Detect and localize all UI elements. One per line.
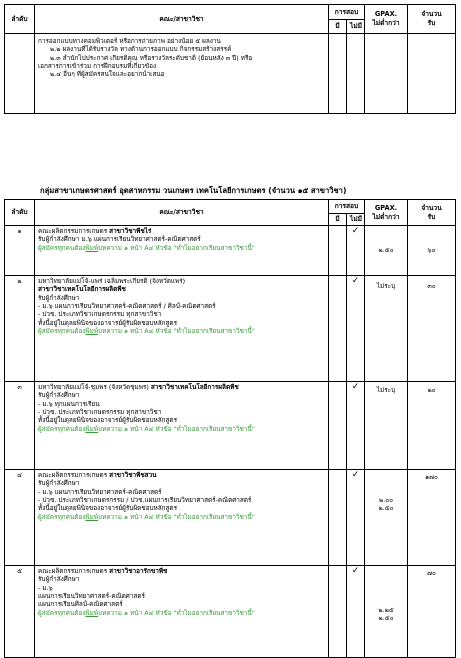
row-quota: ๖๐ <box>408 226 456 276</box>
major-name: สาขาวิชาพืชสวน <box>109 471 157 479</box>
row-number: ๔ <box>5 470 35 566</box>
row-quota: ๑๗๐ <box>408 470 456 566</box>
row-gpax: ไม่ระบุ <box>365 276 408 382</box>
table-row <box>5 382 456 470</box>
table-row <box>5 226 456 276</box>
row-faculty: มหาวิทยาลัยแม่โจ้-แพร่ เฉลิมพระเกียรติ (จังหวัดแพร่) สาขาวิชาเทคโนโลยีการผลิตพืช รับผู้กำลังศึกษา - ม.๖ แผนการเรียนวิทยาศาสตร์-คณิตศาสตร์ / ศิลป์-คณิตศาสตร์ - ปวช. ประเภทวิชาเกษตรกรรม ทุกสาขาวิชา ทั้งนี้อยู่ในดุลยพินิจของอาจารย์ผู้รับผิดชอบหลักสูตร ผู้สมัครทุกคนต้องพิมพ์บทความ ๑ หน้า A๔ หัวข้อ "ทำไมอยากเรียนสาขาวิชานี้" <box>35 276 329 382</box>
table-row <box>5 566 456 658</box>
section-title: กลุ่มสาขาเกษตรศาสตร์ อุตสาหกรรม วนเกษตร เทคโนโลยีการเกษตร (จำนวน ๑๕ สาขาวิชา) <box>40 186 347 195</box>
row-quota: ๒๐ <box>408 382 456 470</box>
header-exam-no: ไม่มี <box>347 214 365 226</box>
header-num: จำนวน รับ <box>408 5 456 34</box>
header-exam: การสอบ <box>329 5 365 20</box>
check-icon: ✓ <box>351 276 360 286</box>
requirement-note: ผู้สมัครทุกคนต้องพิมพ์บทความ ๑ หน้า A๔ หัวข้อ "ทำไมอยากเรียนสาขาวิชานี้" <box>38 243 255 252</box>
row-faculty: คณะผลิตกรรมการเกษตร สาขาวิชาอารักขาพืช รับผู้กำลังศึกษา - ม.๖ แผนการเรียนวิทยาศาสตร์-คณิตศาสตร์ แผนการเรียนศิลป์-คณิตศาสตร์ ผู้สมัครทุกคนต้องพิมพ์บทความ ๑ หน้า A๔ หัวข้อ "ทำไมอยากเรียนสาขาวิชานี้" <box>35 566 329 658</box>
requirement-note: ผู้สมัครทุกคนต้องพิมพ์บทความ ๑ หน้า A๔ หัวข้อ "ทำไมอยากเรียนสาขาวิชานี้" <box>38 512 255 521</box>
header-no: ลำดับ <box>5 5 35 34</box>
admission-table <box>4 199 456 658</box>
header-faculty: คณะ/สาขาวิชา <box>35 5 329 34</box>
major-name: สาขาวิชาอารักขาพืช <box>109 567 168 575</box>
row-faculty: คณะผลิตกรรมการเกษตร สาขาวิชาพืชไร่ รับผู้กำลังศึกษา ม.๖ แผนการเรียนวิทยาศาสตร์-คณิตศาสตร์ ผู้สมัครทุกคนต้องพิมพ์บทความ ๑ หน้า A๔ หัวข้อ "ทำไมอยากเรียนสาขาวิชานี้" <box>35 226 329 276</box>
row-number: ๕ <box>5 566 35 658</box>
header-no: ลำดับ <box>5 200 35 226</box>
header-gpax: GPAX. ไม่ต่ำกว่า <box>365 5 408 34</box>
row-quota: ๓๐ <box>408 276 456 382</box>
row-gpax: ไม่ระบุ <box>365 382 408 470</box>
check-icon: ✓ <box>351 470 360 480</box>
row-number: ๓ <box>5 382 35 470</box>
row-gpax: ๒.๕๐ <box>365 226 408 276</box>
row-faculty: คณะผลิตกรรมการเกษตร สาขาวิชาพืชสวน รับผู้กำลังศึกษา - ม.๖ แผนการเรียนวิทยาศาสตร์-คณิตศาสตร์ - ปวช. ประเภทวิชาเกษตรกรรม / ปวช.แผนการเรียนวิทยาศาสตร์-คณิตศาสตร์ ทั้งนี้อยู่ในดุลยพินิจของอาจารย์ผู้รับผิดชอบหลักสูตร ผู้สมัครทุกคนต้องพิมพ์บทความ ๑ หน้า A๔ หัวข้อ "ทำไมอยากเรียนสาขาวิชานี้" <box>35 470 329 566</box>
header-exam-no: ไม่มี <box>347 20 365 34</box>
header-exam-yes: มี <box>329 214 347 226</box>
row-gpax: ๒.๐๐ ๒.๕๐ <box>365 470 408 566</box>
header-faculty: คณะ/สาขาวิชา <box>35 200 329 226</box>
header-gpax: GPAX. ไม่ต่ำกว่า <box>365 200 408 226</box>
check-icon: ✓ <box>351 226 360 236</box>
requirement-note: ผู้สมัครทุกคนต้องพิมพ์บทความ ๑ หน้า A๔ หัวข้อ "ทำไมอยากเรียนสาขาวิชานี้" <box>38 424 255 433</box>
table-row <box>5 470 456 566</box>
row-quota: ๗๐ <box>408 566 456 658</box>
admission-table-continued <box>4 4 456 114</box>
major-name: สาขาวิชาเทคโนโลยีการผลิตพืช <box>150 383 239 391</box>
row-number: ๒ <box>5 276 35 382</box>
header-num: จำนวน รับ <box>408 200 456 226</box>
row-gpax: ๒.๒๕ ๒.๕๐ <box>365 566 408 658</box>
requirement-note: ผู้สมัครทุกคนต้องพิมพ์บทความ ๑ หน้า A๔ หัวข้อ "ทำไมอยากเรียนสาขาวิชานี้" <box>38 608 255 617</box>
check-icon: ✓ <box>351 382 360 392</box>
header-exam: การสอบ <box>329 200 365 214</box>
prev-row-no <box>5 34 35 114</box>
row-faculty: มหาวิทยาลัยแม่โจ้-ชุมพร (จังหวัดชุมพร) สาขาวิชาเทคโนโลยีการผลิตพืช รับผู้กำลังศึกษา - ม.๖ ทุกแผนการเรียน - ปวช. ประเภทวิชาเกษตรกรรม ทุกสาขาวิชา ทั้งนี้อยู่ในดุลยพินิจของอาจารย์ผู้รับผิดชอบหลักสูตร ผู้สมัครทุกคนต้องพิมพ์บทความ ๑ หน้า A๔ หัวข้อ "ทำไมอยากเรียนสาขาวิชานี้" <box>35 382 329 470</box>
header-exam-yes: มี <box>329 20 347 34</box>
check-icon: ✓ <box>351 566 360 576</box>
prev-row-faculty: การออกแบบทางคอมพิวเตอร์ หรือการถ่ายภาพ อย่างน้อย ๕ ผลงาน ๒.๒ ผลงานที่ได้รับรางวัล ทางด้านการออกแบบ กิจกรรมสร้างสรรค์ ๒.๓ สำนักไปประกาศ เกียรติคุณ หรือรางวัลระดับชาติ (ย้อนหลัง ๓ ปี) หรือ เอกสารการเข้าร่วม การฝึกอบรมที่เกี่ยวข้อง ๒.๔ อื่นๆ ที่ผู้สมัครสนใจและอยากนำเสนอ <box>35 34 329 114</box>
table-row <box>5 276 456 382</box>
major-name: สาขาวิชาพืชไร่ <box>109 227 152 235</box>
requirement-note: ผู้สมัครทุกคนต้องพิมพ์บทความ ๑ หน้า A๔ หัวข้อ "ทำไมอยากเรียนสาขาวิชานี้" <box>38 326 255 335</box>
row-number: ๑ <box>5 226 35 276</box>
major-name: สาขาวิชาเทคโนโลยีการผลิตพืช <box>38 285 126 294</box>
